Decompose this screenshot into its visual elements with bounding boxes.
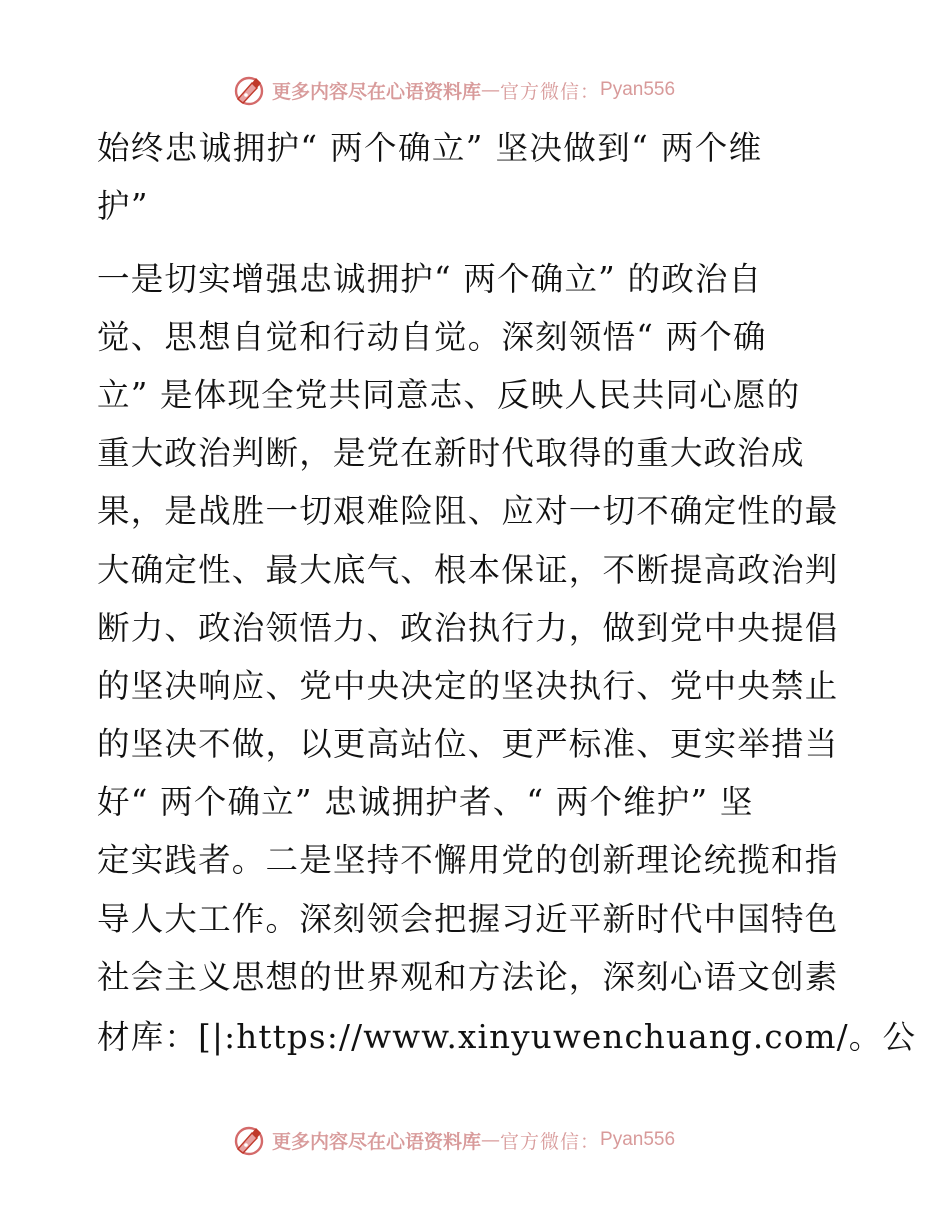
watermark-dash: — <box>481 1129 501 1151</box>
body-line-5: 果，是战胜一切艰难险阻、应对一切不确定性的最 <box>97 492 839 530</box>
watermark-wechat-id: Pyan556 <box>600 79 676 100</box>
watermark-dash: — <box>481 79 501 101</box>
heading-line-2: 护” <box>97 187 149 225</box>
pen-nib-logo-icon <box>232 73 266 107</box>
watermark-official-label: 官方微信： <box>500 1130 601 1153</box>
heading-line-1: 始终忠诚拥护“ 两个确立” 坚决做到“ 两个维 <box>97 129 763 167</box>
body-line-9: 的坚决不做，以更高站位、更严标准、更实举措当 <box>97 725 839 763</box>
watermark-main-text: 更多内容尽在心语资料库 <box>272 1130 482 1153</box>
body-line-11: 定实践者。二是坚持不懈用党的创新理论统揽和指 <box>97 841 839 879</box>
watermark-main-text: 更多内容尽在心语资料库 <box>272 80 482 103</box>
watermark-official-label: 官方微信： <box>500 80 601 103</box>
body-line-2: 觉、思想自觉和行动自觉。深刻领悟“ 两个确 <box>97 318 767 356</box>
body-line-8: 的坚决响应、党中央决定的坚决执行、党中央禁止 <box>97 667 839 705</box>
footer-watermark <box>232 1122 732 1158</box>
watermark-wechat-id: Pyan556 <box>600 1129 676 1150</box>
body-line-1: 一是切实增强忠诚拥护“ 两个确立” 的政治自 <box>97 260 763 298</box>
body-line-12: 导人大工作。深刻领会把握习近平新时代中国特色 <box>97 900 839 938</box>
body-line-3: 立” 是体现全党共同意志、反映人民共同心愿的 <box>97 376 801 414</box>
body-line-10: 好“ 两个确立” 忠诚拥护者、“ 两个维护” 坚 <box>97 783 754 821</box>
body-line-7: 断力、政治领悟力、政治执行力，做到党中央提倡 <box>97 609 839 647</box>
body-line-4: 重大政治判断，是党在新时代取得的重大政治成 <box>97 434 805 472</box>
header-watermark <box>232 72 732 108</box>
body-line-6: 大确定性、最大底气、根本保证，不断提高政治判 <box>97 551 839 589</box>
pen-nib-logo-icon <box>232 1123 266 1157</box>
body-line-14: 材库：[|:https://www.xinyuwenchuang.com/。公 <box>97 1018 917 1056</box>
body-line-13: 社会主义思想的世界观和方法论，深刻心语文创素 <box>97 958 839 996</box>
